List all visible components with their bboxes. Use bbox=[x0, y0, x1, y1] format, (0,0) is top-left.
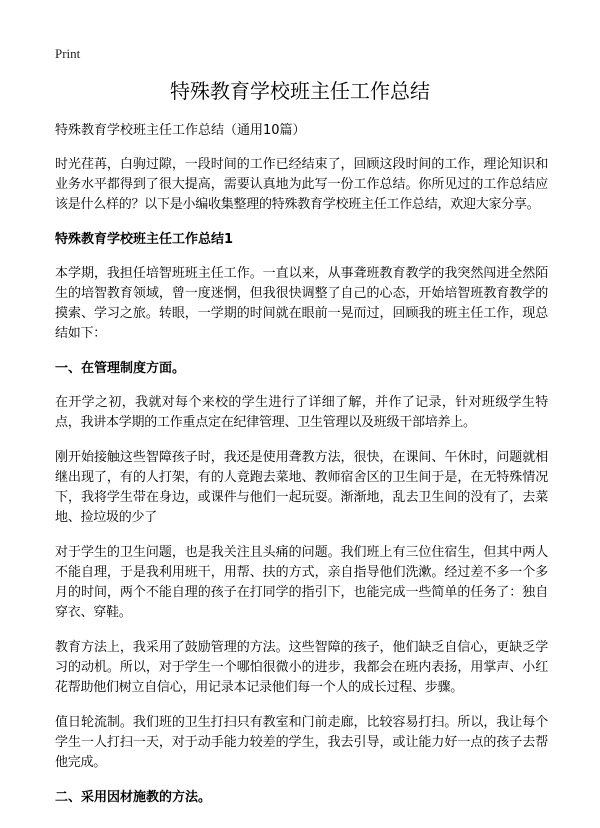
paragraph-4: 对于学生的卫生问题，也是我关注且头痛的问题。我们班上有三位住宿生，但其中两人不能自理，于是我利用班干，用帮、扶的方式，亲自指导他们洗漱。经过差不多一个多月的时间，两个不能自理的孩子在打同学的指引下，也能完成一些简单的任务了：独自穿衣、穿鞋。 bbox=[55, 545, 548, 620]
document-title: 特殊教育学校班主任工作总结 bbox=[170, 79, 430, 103]
paragraph-3: 刚开始接触这些智障孩子时，我还是使用聋教方法，很快，在课间、午休时，问题就相继出现了，有的人打架，有的人竟跑去菜地、教师宿舍区的卫生间于是，在无特殊情况下，我将学生带在身边，或课件与他们一起玩耍。渐渐地，乱去卫生间的没有了，去菜地、捡垃圾的少了 bbox=[55, 450, 548, 525]
paragraph-5: 教育方法上，我采用了鼓励管理的方法。这些智障的孩子，他们缺乏自信心，更缺乏学习的动机。所以，对于学生一个哪怕很微小的进步，我都会在班内表扬，用掌声、小红花帮助他们树立自信心，用记录本记录他们每一个人的成长过程、步骤。 bbox=[55, 640, 548, 695]
intro-paragraph: 时光荏苒，白驹过隙，一段时间的工作已经结束了，回顾这段时间的工作，理论知识和业务水平都得到了很大提高，需要认真地为此写一份工作总结。你所见过的工作总结应该是什么样的？以下是小编收集整理的特殊教育学校班主任工作总结，欢迎大家分享。 bbox=[55, 157, 548, 212]
paragraph-6: 值日轮流制。我们班的卫生打扫只有教室和门前走廊，比较容易打扫。所以，我让每个学生一人打扫一天，对于动手能力较差的学生，我去引导，或让能力好一点的孩子去帮他完成。 bbox=[55, 715, 548, 770]
document-subtitle: 特殊教育学校班主任工作总结（通用10篇） bbox=[55, 123, 306, 138]
paragraph-2: 在开学之初，我就对每个来校的学生进行了详细了解，并作了记录，针对班级学生特点，我讲本学期的工作重点定在纪律管理、卫生管理以及班级干部培养上。 bbox=[55, 395, 548, 430]
section-2-heading: 二、采用因材施教的方法。 bbox=[55, 790, 212, 805]
section-1-heading: 一、在管理制度方面。 bbox=[55, 361, 186, 376]
article-heading: 特殊教育学校班主任工作总结1 bbox=[55, 232, 234, 247]
print-link[interactable]: Print bbox=[55, 46, 81, 61]
document-body bbox=[55, 121, 548, 822]
paragraph-1: 本学期，我担任培智班班主任工作。一直以来，从事聋班教育教学的我突然闯进全然陌生的培智教育领域，曾一度迷惘，但我很快调整了自己的心态，开始培智班教育教学的摸索、学习之旅。转眼，一学期的时间就在眼前一晃而过，回顾我的班主任工作，现总结如下： bbox=[55, 266, 548, 341]
